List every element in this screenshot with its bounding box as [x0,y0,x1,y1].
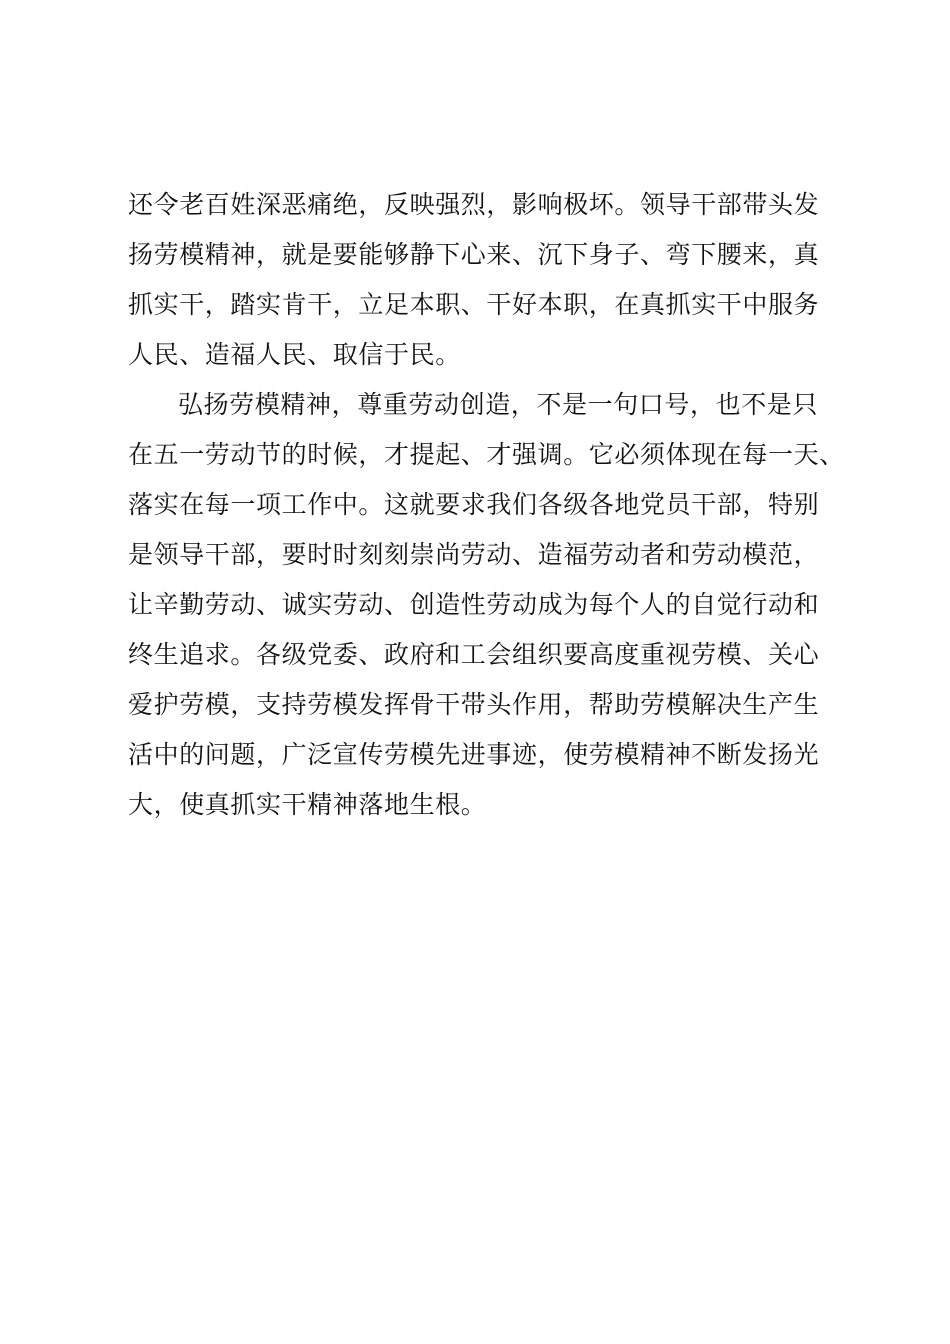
text-line: 在五一劳动节的时候，才提起、才强调。它必须体现在每一天、 [128,440,845,469]
text-line: 扬劳模精神，就是要能够静下心来、沉下身子、弯下腰来，真 [128,240,820,269]
text-line: 是领导干部，要时时刻刻崇尚劳动、造福劳动者和劳动模范， [128,540,820,569]
text-line: 人民、造福人民、取信于民。 [128,340,461,369]
text-line: 弘扬劳模精神，尊重劳动创造，不是一句口号，也不是只 [178,390,819,419]
paragraph-2 [128,380,845,830]
text-line: 落实在每一项工作中。这就要求我们各级各地党员干部，特别 [128,490,820,519]
text-line: 大，使真抓实干精神落地生根。 [128,790,487,819]
text-line: 爱护劳模，支持劳模发挥骨干带头作用，帮助劳模解决生产生 [128,690,820,719]
text-line: 终生追求。各级党委、政府和工会组织要高度重视劳模、关心 [128,640,820,669]
text-line: 抓实干，踏实肯干，立足本职、干好本职，在真抓实干中服务 [128,290,820,319]
text-line: 让辛勤劳动、诚实劳动、创造性劳动成为每个人的自觉行动和 [128,590,820,619]
paragraph-1 [128,180,840,380]
text-line: 活中的问题，广泛宣传劳模先进事迹，使劳模精神不断发扬光 [128,740,820,769]
text-line: 还令老百姓深恶痛绝，反映强烈，影响极坏。领导干部带头发 [128,190,820,219]
document-body [128,180,845,830]
